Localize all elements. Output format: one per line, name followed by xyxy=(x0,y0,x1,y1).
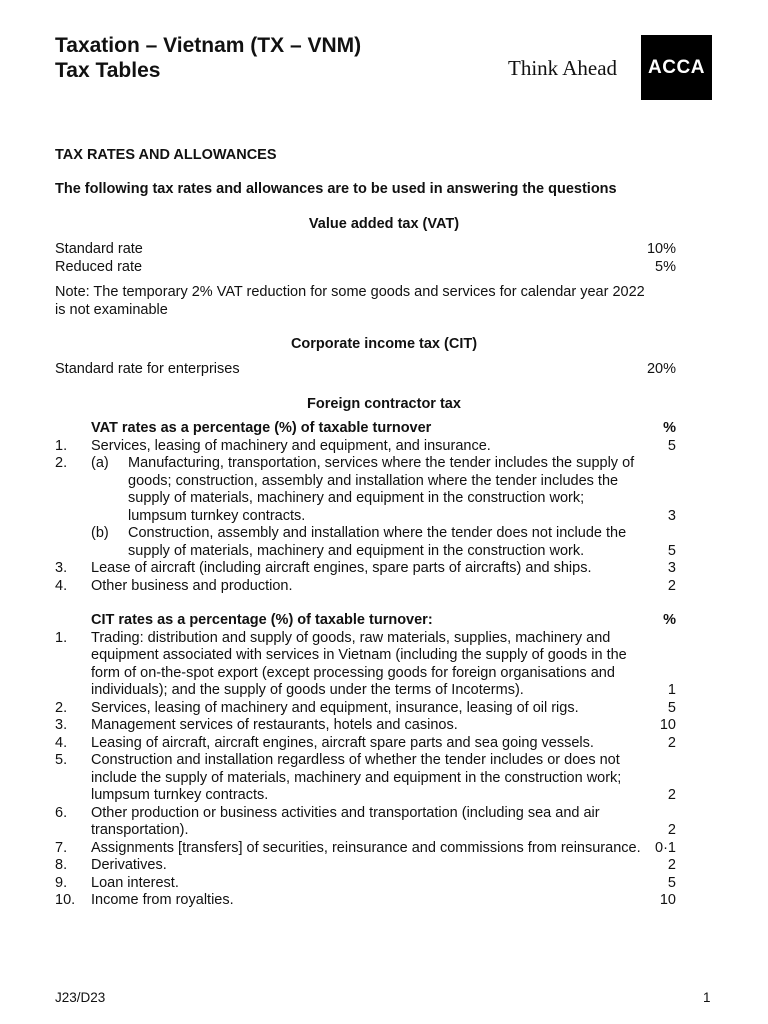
list-item xyxy=(55,840,676,858)
item-text: Leasing of aircraft, aircraft engines, aircraft spare parts and sea going vessels. xyxy=(91,734,594,751)
item-text: Other production or business activities and transportation (including sea and air transportation). xyxy=(91,804,600,838)
item-text: Services, leasing of machinery and equipment, insurance, leasing of oil rigs. xyxy=(91,699,579,716)
item-text: Management services of restaurants, hotels and casinos. xyxy=(91,717,458,733)
row-value: 5% xyxy=(655,259,676,275)
item-number: 10. xyxy=(55,892,76,908)
tagline: Think Ahead xyxy=(508,56,618,80)
sub-text: Manufacturing, transportation, services where the tender includes the supply of goods; construction, assembly and installation where the tender includes the supply of materials, machinery and equipment in the construction work; lumpsum turnkey contracts. xyxy=(128,455,635,524)
list-item xyxy=(55,717,676,735)
list-item xyxy=(55,455,676,560)
sub-value: 3 xyxy=(667,507,676,524)
header-unit: % xyxy=(663,420,676,436)
vat-standard-row xyxy=(55,240,676,258)
item-number: 2. xyxy=(55,455,68,471)
vat-heading: Value added tax (VAT) xyxy=(308,216,460,232)
cit-heading: Corporate income tax (CIT) xyxy=(290,336,478,352)
title-line-2: Tax Tables xyxy=(55,59,161,82)
list-item xyxy=(55,875,676,893)
item-value: 10 xyxy=(659,892,676,908)
item-text: Income from royalties. xyxy=(91,892,234,908)
item-value: 10 xyxy=(659,717,676,733)
sub-value: 5 xyxy=(667,542,676,559)
page-number: 1 xyxy=(703,990,711,1005)
acca-logo xyxy=(641,35,712,100)
list-item xyxy=(55,700,676,718)
item-number: 1. xyxy=(55,629,68,646)
item-number: 7. xyxy=(55,839,68,856)
item-value: 5 xyxy=(667,437,676,454)
item-value: 2 xyxy=(667,734,676,751)
sub-item-b xyxy=(91,525,676,560)
list-item xyxy=(55,805,676,840)
item-text: Derivatives. xyxy=(91,857,167,873)
list-item xyxy=(55,630,676,700)
vat-note: Note: The temporary 2% VAT reduction for some goods and services for calendar year 2022 is not examinable xyxy=(55,284,645,318)
item-text: Loan interest. xyxy=(91,874,179,891)
row-label: Standard rate xyxy=(55,241,143,257)
fct-heading: Foreign contractor tax xyxy=(307,396,461,412)
fct-vat-table xyxy=(55,420,676,595)
header-label: VAT rates as a percentage (%) of taxable turnover xyxy=(91,420,432,436)
item-number: 1. xyxy=(55,437,68,454)
list-item xyxy=(55,892,676,910)
list-item xyxy=(55,752,676,805)
item-number: 4. xyxy=(55,734,68,751)
table-header xyxy=(55,612,676,630)
item-number: 2. xyxy=(55,699,68,716)
sub-item-a xyxy=(91,455,676,525)
item-value: 2 xyxy=(667,787,676,803)
cit-standard-row xyxy=(55,360,676,378)
sub-letter: (b) xyxy=(91,525,109,541)
list-item xyxy=(55,578,676,596)
item-value: 1 xyxy=(667,682,676,698)
item-value: 5 xyxy=(667,699,676,716)
item-value: 5 xyxy=(667,874,676,891)
header-label: CIT rates as a percentage (%) of taxable turnover: xyxy=(91,612,433,628)
item-number: 3. xyxy=(55,560,68,576)
item-text: Lease of aircraft (including aircraft engines, spare parts of aircrafts) and ships. xyxy=(91,560,592,576)
item-text: Trading: distribution and supply of goods, raw materials, supplies, machinery and equipment associated with services in Vietnam (including the supply of goods in the form of on-the-spot export (except processing goods for foreign organisations and individuals); and the supply of goods under the terms of Incoterms). xyxy=(91,629,627,698)
header-unit: % xyxy=(663,612,676,628)
section-heading: TAX RATES AND ALLOWANCES xyxy=(55,147,277,163)
item-number: 6. xyxy=(55,804,68,821)
item-text: Other business and production. xyxy=(91,577,293,594)
row-label: Reduced rate xyxy=(55,259,143,275)
item-number: 9. xyxy=(55,874,68,891)
item-value: 2 xyxy=(667,822,676,838)
document-title xyxy=(55,33,361,83)
footer-code: J23/D23 xyxy=(55,990,106,1005)
item-number: 3. xyxy=(55,717,68,733)
row-label: Standard rate for enterprises xyxy=(55,361,240,377)
item-value: 0·1 xyxy=(655,839,676,856)
intro-text: The following tax rates and allowances are to be used in answering the questions xyxy=(55,181,617,197)
list-item xyxy=(55,857,676,875)
sub-letter: (a) xyxy=(91,455,109,471)
list-item xyxy=(55,735,676,753)
title-line-1: Taxation – Vietnam (TX – VNM) xyxy=(55,34,362,57)
list-item xyxy=(55,438,676,456)
item-subitems xyxy=(91,455,676,560)
sub-text: Construction, assembly and installation where the tender does not include the supply of materials, machinery and equipment in the construction work. xyxy=(128,525,627,559)
logo-text: ACCA xyxy=(648,56,705,78)
row-value: 20% xyxy=(646,361,676,377)
item-text: Construction and installation regardless of whether the tender includes or does not include the supply of materials, machinery and equipment in the construction work; lumpsum turnkey contracts. xyxy=(91,752,622,803)
item-number: 4. xyxy=(55,577,68,594)
item-number: 5. xyxy=(55,752,68,768)
item-text: Services, leasing of machinery and equipment, and insurance. xyxy=(91,437,491,454)
item-value: 2 xyxy=(667,857,676,873)
item-text: Assignments [transfers] of securities, reinsurance and commissions from reinsurance. xyxy=(91,839,641,856)
row-value: 10% xyxy=(646,241,676,257)
list-item xyxy=(55,560,676,578)
item-value: 3 xyxy=(667,560,676,576)
table-header xyxy=(55,420,676,438)
item-number: 8. xyxy=(55,857,68,873)
fct-cit-table xyxy=(55,612,676,910)
vat-reduced-row xyxy=(55,258,676,276)
item-value: 2 xyxy=(667,577,676,594)
